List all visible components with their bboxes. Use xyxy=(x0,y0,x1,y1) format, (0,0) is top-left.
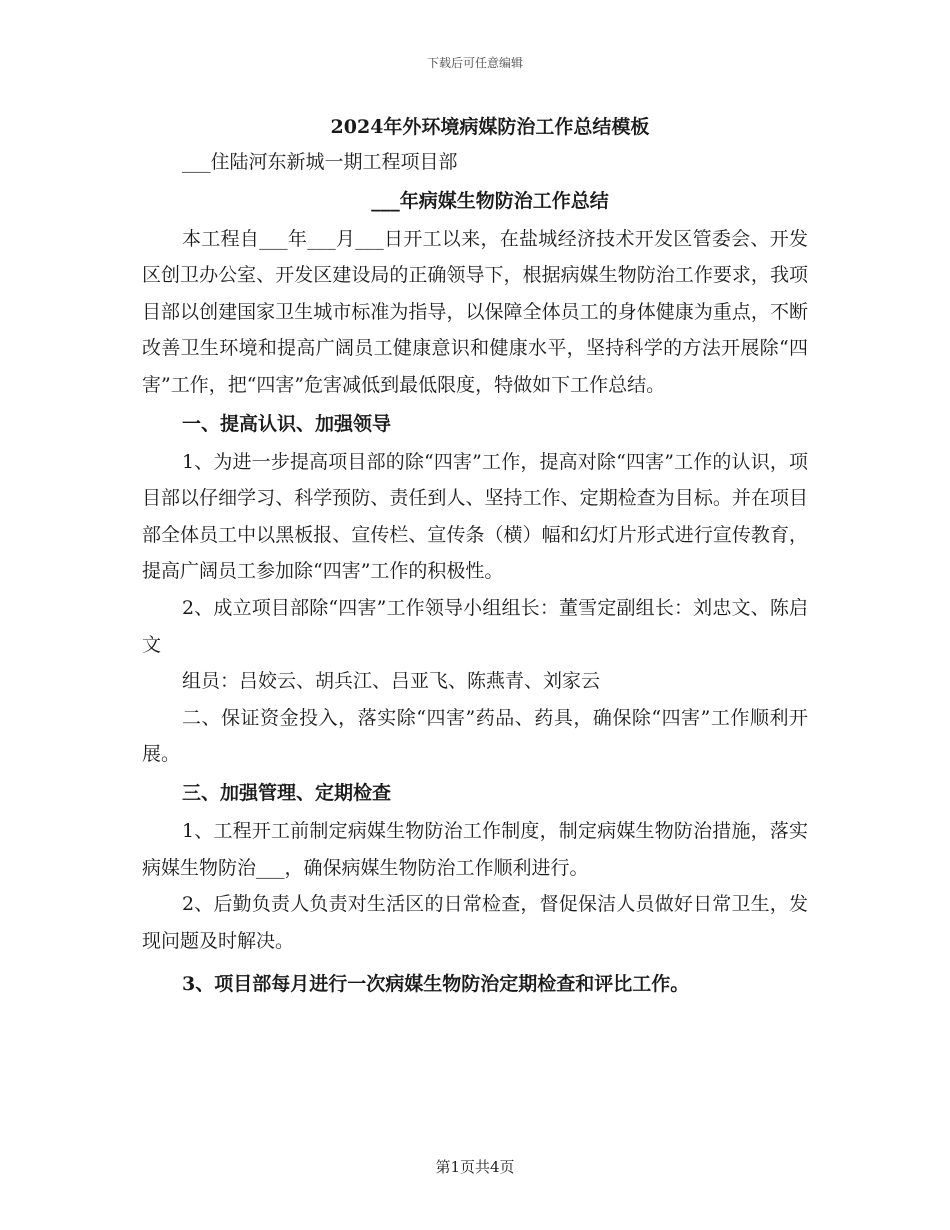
intro-paragraph: 本工程自___年___月___日开工以来，在盐城经济技术开发区管委会、开发区创卫办公室、开发区建设局的正确领导下，根据病媒生物防治工作要求，我项目部以创建国家卫生城市标准为指导，以保障全体员工的身体健康为重点，不断改善卫生环境和提高广阔员工健康意识和健康水平，坚持科学的方法开展除“四害”工作，把“四害”危害减低到最低限度，特做如下工作总结。 xyxy=(142,227,808,396)
section1-paragraph-1: 1、为进一步提高项目部的除“四害”工作，提高对除“四害”工作的认识，项目部以仔细学习、科学预防、责任到人、坚持工作、定期检查为目标。并在项目部全体员工中以黑板报、宣传栏、宣传条（横）幅和幻灯片形式进行宣传教育，提高广阔员工参加除“四害”工作的积极性。 xyxy=(142,450,808,583)
section1-heading: 一、提高认识、加强领导 xyxy=(182,412,392,435)
section1-paragraph-3: 组员：吕姣云、胡兵江、吕亚飞、陈燕青、刘家云 xyxy=(182,670,601,693)
document-title: 2024年外环境病媒防治工作总结模板 xyxy=(330,116,650,138)
document-body xyxy=(142,110,808,1024)
document-subtitle: ___年病媒生物防治工作总结 xyxy=(371,189,609,212)
section3-heading: 三、加强管理、定期检查 xyxy=(182,781,392,804)
page-number: 第1页共4页 xyxy=(435,1158,515,1176)
organization-line: ___住陆河东新城一期工程项目部 xyxy=(182,151,458,173)
section3-paragraph-1: 1、工程开工前制定病媒生物防治工作制度，制定病媒生物防治措施，落实病媒生物防治___，确保病媒生物防治工作顺利进行。 xyxy=(142,819,808,879)
header-note: 下载后可任意编辑 xyxy=(426,56,523,70)
section3-paragraph-2: 2、后勤负责人负责对生活区的日常检查，督促保洁人员做好日常卫生，发现问题及时解决。 xyxy=(142,893,808,952)
section3-paragraph-3: 3、项目部每月进行一次病媒生物防治定期检查和评比工作。 xyxy=(182,973,690,996)
section2-paragraph: 二、保证资金投入，落实除“四害”药品、药具，确保除“四害”工作顺利开展。 xyxy=(142,706,808,766)
section1-paragraph-2: 2、成立项目部除“四害”工作领导小组组长：董雪定副组长：刘忠文、陈启文 xyxy=(142,596,808,656)
